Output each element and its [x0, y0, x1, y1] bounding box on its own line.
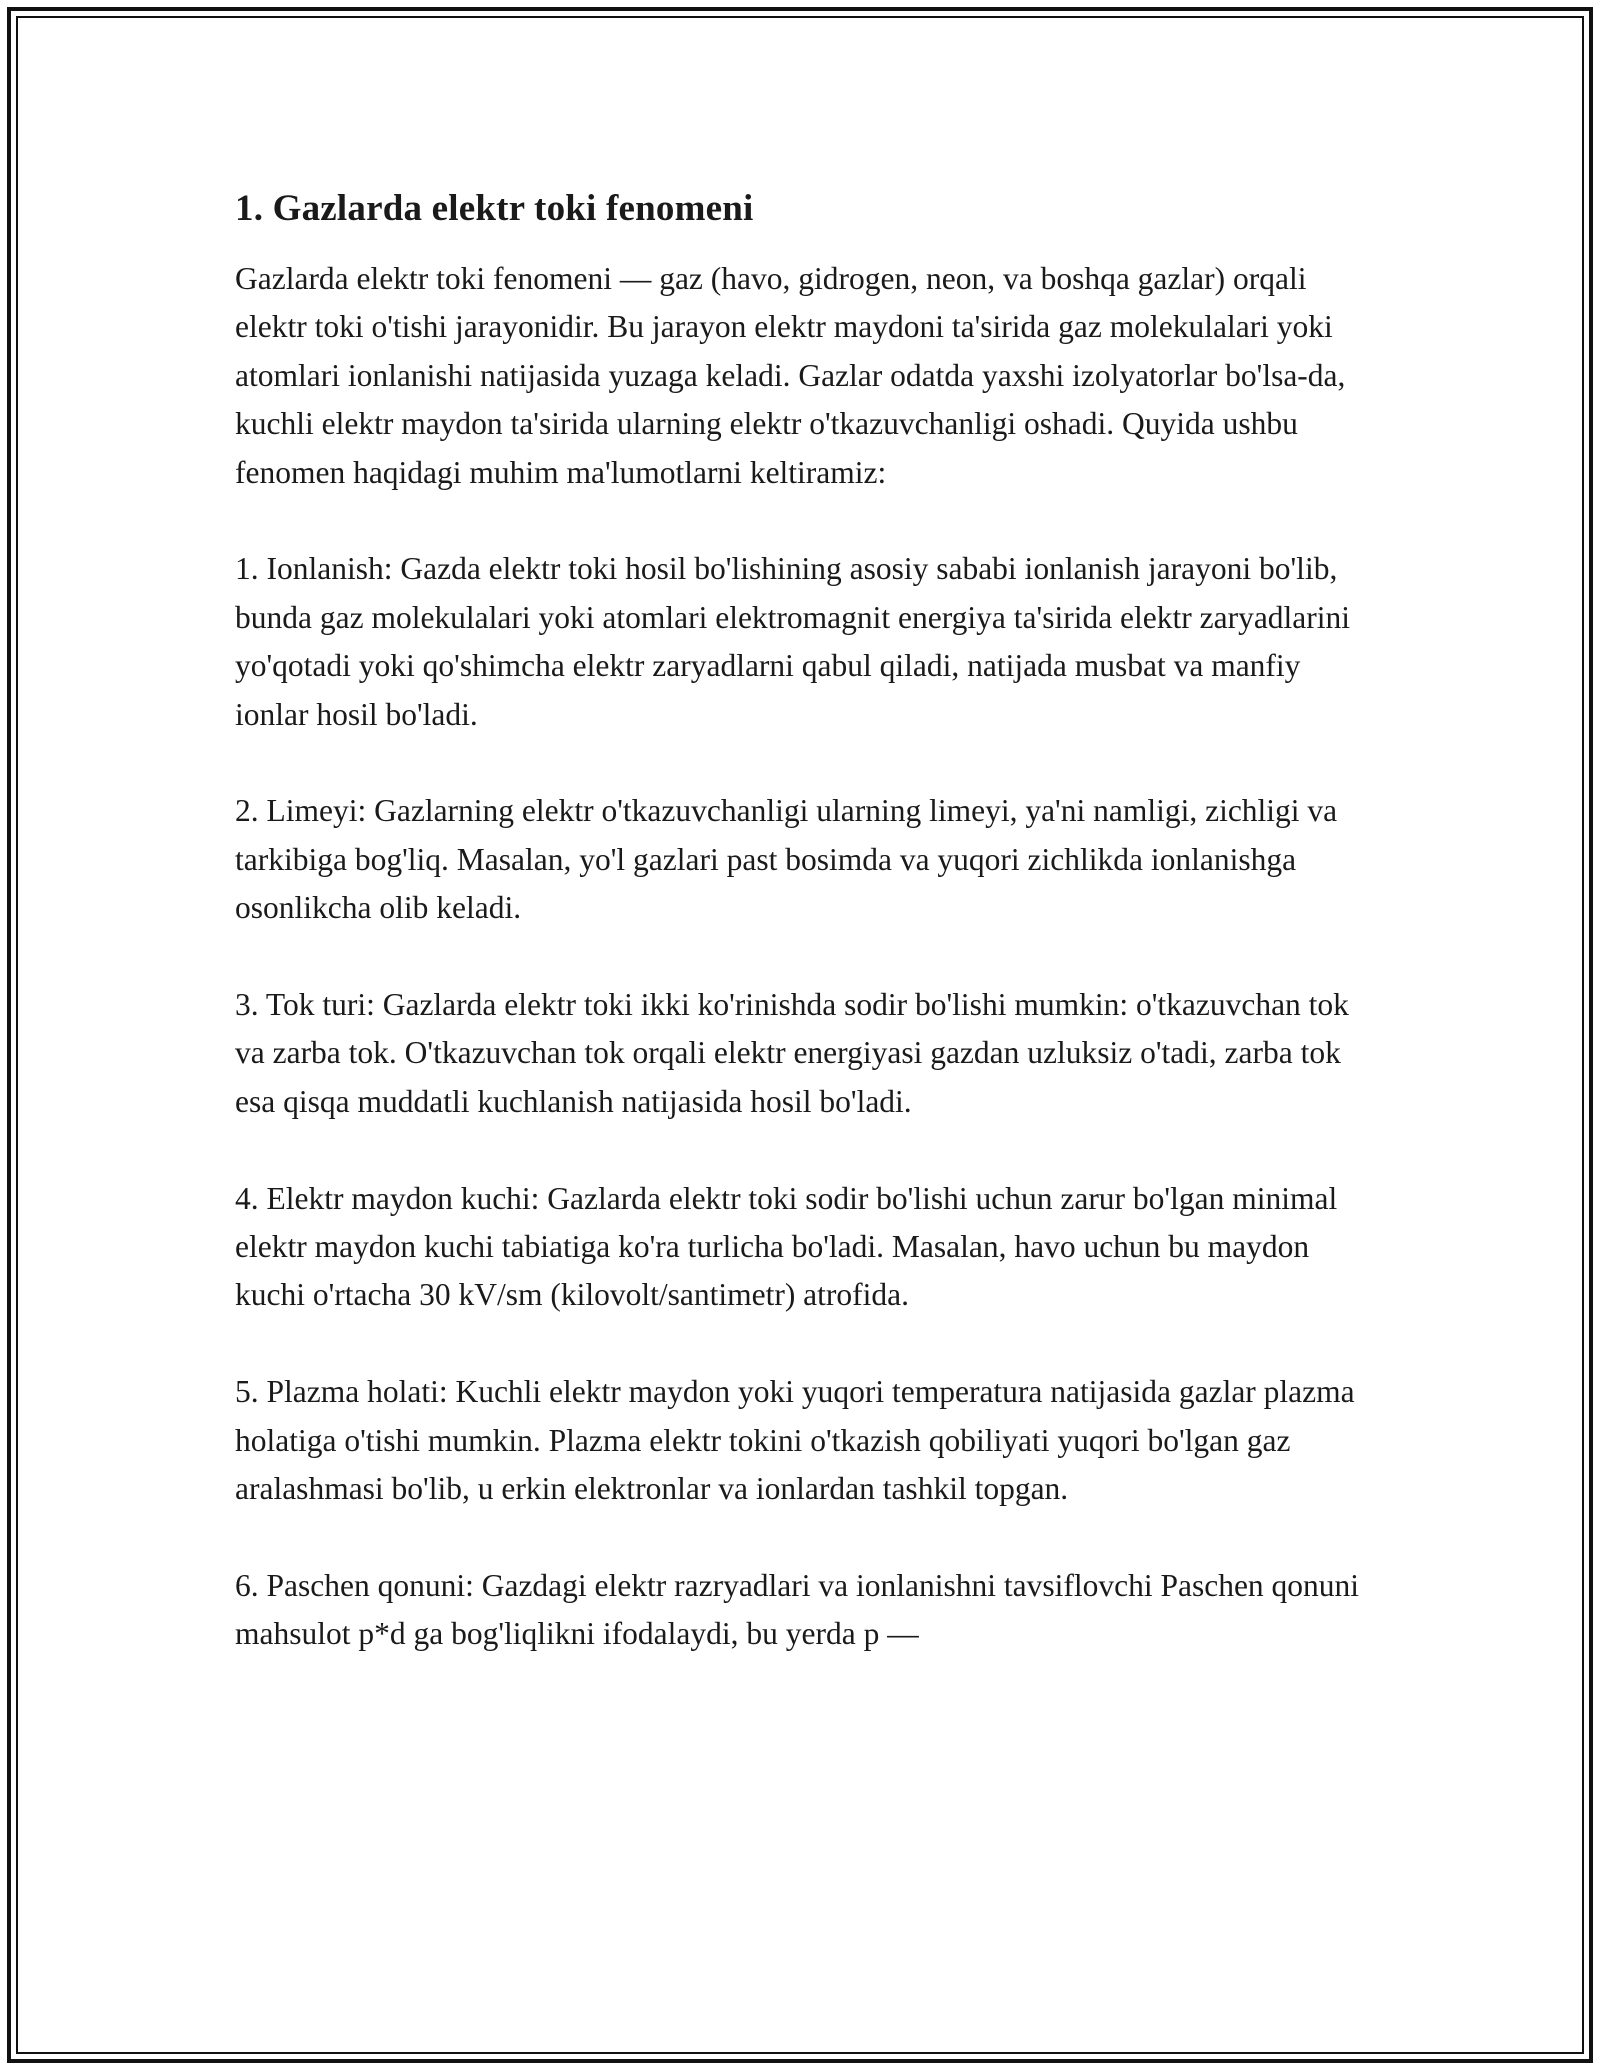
paragraph-plazma-holati: 5. Plazma holati: Kuchli elektr maydon yoki yuqori temperatura natijasida gazlar plazma holatiga o'tishi mumkin. Plazma elektr tokini o'tkazish qobiliyati yuqori bo'lgan gaz aralashmasi bo'lib, u erkin elektronlar va ionlardan tashkil topgan. — [235, 1374, 1355, 1507]
paragraph-elektr-maydon-kuchi: 4. Elektr maydon kuchi: Gazlarda elektr toki sodir bo'lishi uchun zarur bo'lgan minimal elektr maydon kuchi tabiatiga ko'ra turlicha bo'ladi. Masalan, havo uchun bu maydon kuchi o'rtacha 30 kV/sm (kilovolt/santimetr) atrofida. — [235, 1180, 1338, 1313]
paragraph-limeyi: 2. Limeyi: Gazlarning elektr o'tkazuvchanligi ularning limeyi, ya'ni namligi, zichligi va tarkibiga bog'liq. Masalan, yo'l gazlari past bosimda va yuqori zichlikda ionlanishga osonlikcha olib keladi. — [235, 793, 1338, 926]
paragraph-tok-turi: 3. Tok turi: Gazlarda elektr toki ikki ko'rinishda sodir bo'lishi mumkin: o'tkazuvchan tok va zarba tok. O'tkazuvchan tok orqali elektr energiyasi gazdan uzluksiz o'tadi, zarba tok esa qisqa muddatli kuchlanish natijasida hosil bo'ladi. — [235, 987, 1349, 1119]
paragraph-paschen-qonuni: 6. Paschen qonuni: Gazdagi elektr razryadlari va ionlanishni tavsiflovchi Paschen qonuni mahsulot p*d ga bog'liqlikni ifodalaydi, bu yerda p — — [235, 1567, 1360, 1652]
section-heading: 1. Gazlarda elektr toki fenomeni — [235, 188, 754, 229]
document-body — [235, 185, 1375, 1659]
intro-paragraph: Gazlarda elektr toki fenomeni — gaz (havo, gidrogen, neon, va boshqa gazlar) orqali elektr toki o'tishi jarayonidir. Bu jarayon elektr maydoni ta'sirida gaz molekulalari yoki atomlari ionlanishi natijasida yuzaga keladi. Gazlar odatda yaxshi izolyatorlar bo'lsa-da, kuchli elektr maydon ta'sirida ularning elektr o'tkazuvchanligi oshadi. Quyida ushbu fenomen haqidagi muhim ma'lumotlarni keltiramiz: — [235, 261, 1346, 490]
paragraph-ionlanish: 1. Ionlanish: Gazda elektr toki hosil bo'lishining asosiy sababi ionlanish jarayoni bo'lib, bunda gaz molekulalari yoki atomlari elektromagnit energiya ta'sirida elektr zaryadlarini yo'qotadi yoki qo'shimcha elektr zaryadlarni qabul qiladi, natijada musbat va manfiy ionlar hosil bo'ladi. — [235, 551, 1351, 732]
